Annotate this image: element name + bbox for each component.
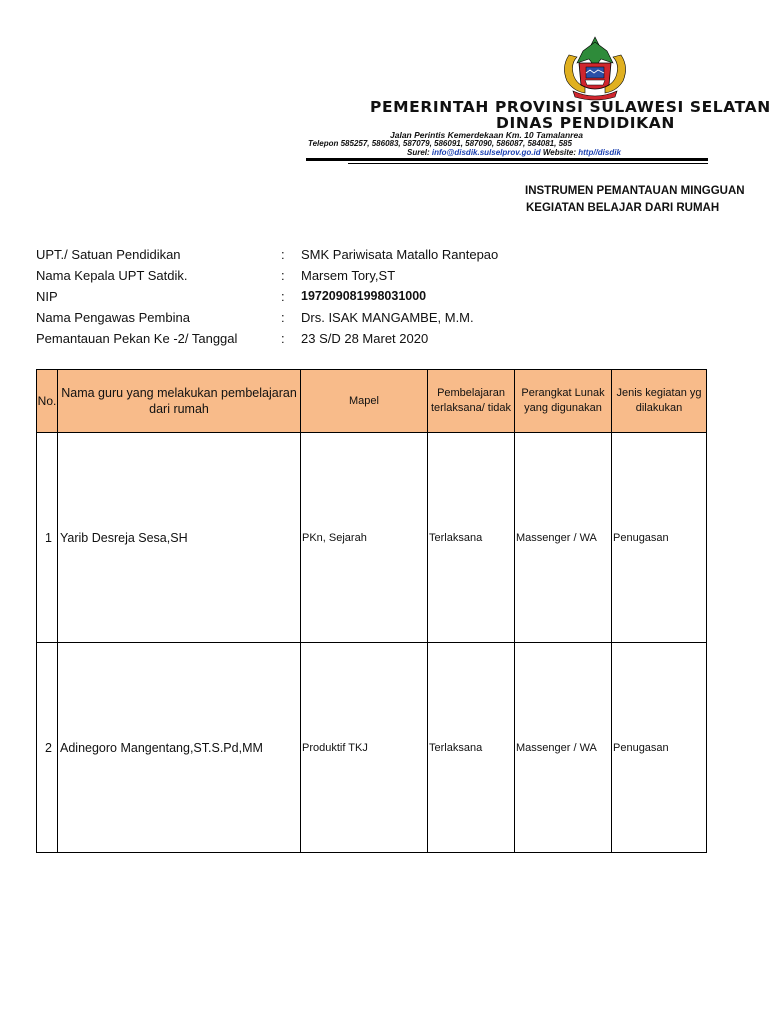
letterhead-rule-thin	[348, 163, 708, 164]
info-row-supervisor	[36, 307, 716, 328]
email-link[interactable]: info@disdik.sulselprov.go.id	[431, 148, 541, 157]
school-name-value: SMK Pariwisata Matallo Rantepao	[301, 247, 499, 262]
office-address: Jalan Perintis Kemerdekaan Km. 10 Tamalanrea	[390, 130, 583, 140]
column-header-subject: Mapel	[301, 370, 428, 433]
contact-line	[407, 148, 708, 158]
supervisor-name-value: Drs. ISAK MANGAMBE, M.M.	[301, 310, 474, 325]
website-label: Website:	[540, 148, 579, 157]
provincial-crest-logo	[555, 33, 635, 101]
column-header-software: Perangkat Lunak yang digunakan	[515, 370, 612, 433]
column-header-activity: Jenis kegiatan yg dilakukan	[612, 370, 707, 433]
document-title: INSTRUMEN PEMANTAUAN MINGGUAN	[525, 185, 745, 197]
info-colon: :	[281, 331, 285, 346]
column-header-no: No.	[37, 370, 58, 433]
table-row	[37, 433, 707, 643]
cell-no: 1	[37, 433, 58, 643]
letterhead-rule-thick	[306, 158, 708, 161]
email-label: Surel:	[407, 148, 432, 157]
table-header-row	[37, 370, 707, 433]
cell-activity: Penugasan	[612, 433, 707, 643]
info-label: Nama Pengawas Pembina	[36, 310, 190, 325]
monitoring-table	[36, 369, 707, 853]
info-colon: :	[281, 310, 285, 325]
cell-subject: Produktif TKJ	[301, 643, 428, 853]
info-colon: :	[281, 289, 285, 304]
website-link[interactable]: http//disdik	[578, 148, 621, 157]
school-info	[36, 244, 716, 349]
phone-numbers: Telepon 585257, 586083, 587079, 586091, 587090, 586087, 584081, 585	[308, 139, 572, 148]
cell-learning-status: Terlaksana	[428, 433, 515, 643]
info-label: NIP	[36, 289, 58, 304]
government-name: PEMERINTAH PROVINSI SULAWESI SELATAN	[370, 98, 771, 116]
cell-teacher-name: Adinegoro Mangentang,ST.S.Pd,MM	[58, 643, 301, 853]
cell-software: Massenger / WA	[515, 643, 612, 853]
column-header-teacher: Nama guru yang melakukan pembelajaran dari rumah	[58, 370, 301, 433]
cell-learning-status: Terlaksana	[428, 643, 515, 853]
column-header-learning: Pembelajaran terlaksana/ tidak	[428, 370, 515, 433]
cell-subject: PKn, Sejarah	[301, 433, 428, 643]
info-label: Nama Kepala UPT Satdik.	[36, 268, 188, 283]
info-row-nip	[36, 286, 716, 307]
department-name: DINAS PENDIDIKAN	[496, 114, 675, 132]
info-row-school	[36, 244, 716, 265]
info-colon: :	[281, 247, 285, 262]
table-row	[37, 643, 707, 853]
letterhead	[0, 0, 771, 175]
info-colon: :	[281, 268, 285, 283]
principal-name-value: Marsem Tory,ST	[301, 268, 396, 283]
document-subtitle: KEGIATAN BELAJAR DARI RUMAH	[526, 202, 720, 214]
cell-no: 2	[37, 643, 58, 853]
info-row-week-date	[36, 328, 716, 349]
nip-value: 197209081998031000	[301, 289, 427, 303]
info-label: UPT./ Satuan Pendidikan	[36, 247, 181, 262]
cell-activity: Penugasan	[612, 643, 707, 853]
info-row-principal	[36, 265, 716, 286]
week-date-value: 23 S/D 28 Maret 2020	[301, 331, 429, 346]
cell-teacher-name: Yarib Desreja Sesa,SH	[58, 433, 301, 643]
info-label: Pemantauan Pekan Ke -2/ Tanggal	[36, 331, 238, 346]
cell-software: Massenger / WA	[515, 433, 612, 643]
